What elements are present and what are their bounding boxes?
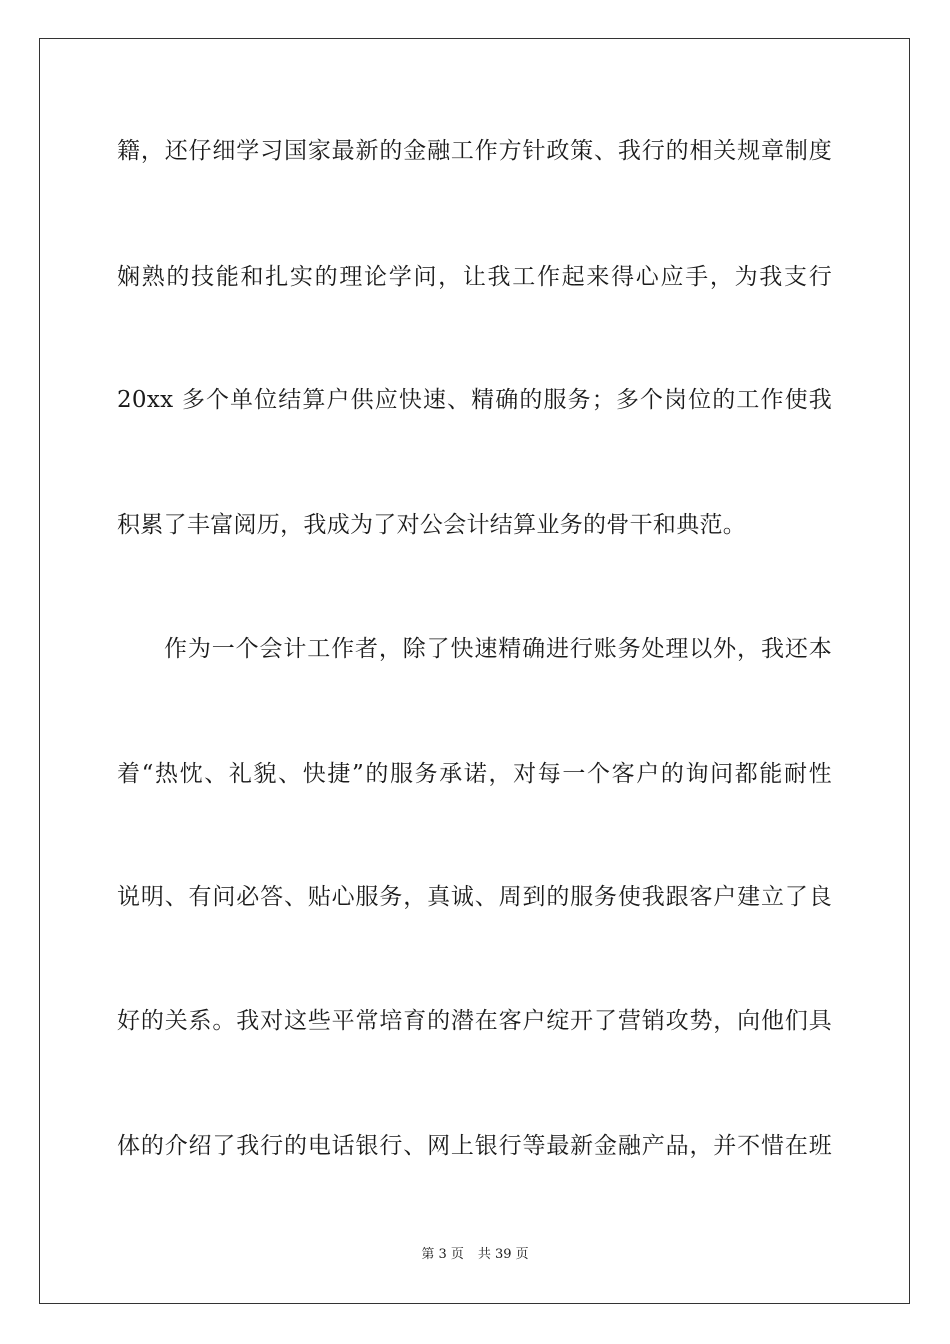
body-text-line: 20xx 多个单位结算户供应快速、精确的服务；多个岗位的工作使我 — [117, 387, 832, 413]
body-text-line: 籍，还仔细学习国家最新的金融工作方针政策、我行的相关规章制度 — [117, 138, 832, 164]
body-text-line: 体的介绍了我行的电话银行、网上银行等最新金融产品，并不惜在班 — [117, 1133, 832, 1159]
body-text-line: 积累了丰富阅历，我成为了对公会计结算业务的骨干和典范。 — [117, 512, 747, 538]
body-text-line: 好的关系。我对这些平常培育的潜在客户绽开了营销攻势，向他们具 — [117, 1008, 832, 1034]
body-text-line: 娴熟的技能和扎实的理论学问，让我工作起来得心应手，为我支行 — [117, 264, 832, 290]
page-footer — [0, 1246, 950, 1264]
paragraph-first-line: 作为一个会计工作者，除了快速精确进行账务处理以外，我还本 — [164, 636, 832, 662]
page-border — [39, 38, 910, 1304]
body-text-line: 着“热忱、礼貌、快捷”的服务承诺，对每一个客户的询问都能耐性 — [117, 761, 832, 787]
page-number: 第 3 页 — [421, 1247, 464, 1262]
body-text-line: 说明、有问必答、贴心服务，真诚、周到的服务使我跟客户建立了良 — [117, 884, 832, 910]
total-pages: 共 39 页 — [477, 1247, 529, 1262]
